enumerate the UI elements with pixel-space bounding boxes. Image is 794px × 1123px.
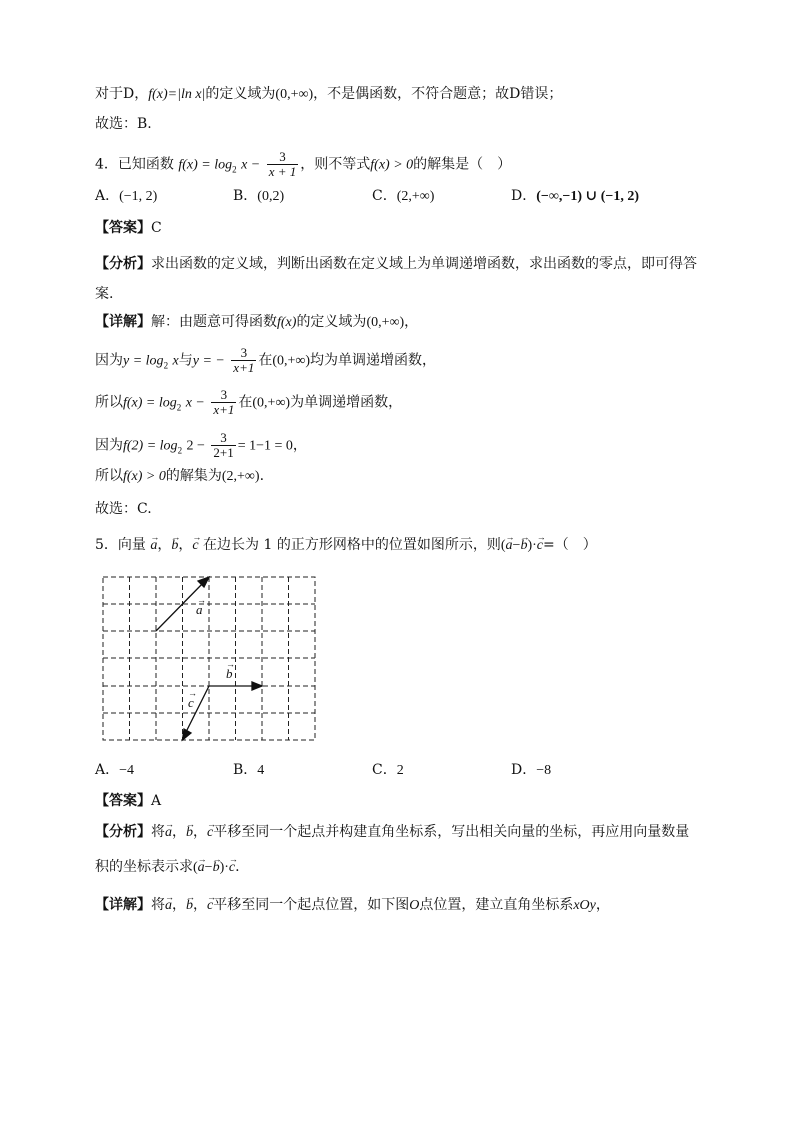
- prev-solution-choice: 故选：B.: [95, 116, 152, 132]
- q4-detail-1: 【详解】解：由题意可得函数f(x)的定义域为(0,+∞)，: [95, 314, 419, 330]
- q5-stem: 5．向量 → a，→ b，→ c 在边长为 1 的正方形网格中的位置如图所示，则(→ a−→ b)·→ c=（ ）: [95, 535, 597, 556]
- vector-c-arrowhead: [183, 729, 192, 740]
- q5-detail: 【详解】将→ a，→ b，→ c平移至同一个起点位置，如下图O点位置，建立直角坐标系xOy，: [95, 895, 610, 916]
- figure-label-b-arrow-mark: →: [226, 659, 235, 669]
- q4-option-a: A．(−1, 2): [95, 188, 158, 204]
- q4-option-c: C．(2,+∞): [372, 188, 435, 204]
- dashed-grid: [103, 577, 315, 740]
- vector-grid-figure: [100, 574, 318, 746]
- q5-option-b: B．4: [233, 762, 265, 778]
- q4-choice: 故选：C.: [95, 501, 152, 517]
- q4-detail-2: 因为$y = \log_2 x$与y = − $\frac{3}{x+1}$ 在(0,+∞)均为单调递增函数，: [95, 345, 437, 375]
- q4-answer: 【答案】C: [95, 220, 162, 236]
- q5-analysis-1: 【分析】将→ a，→ b，→ c平移至同一个起点并构建直角坐标系，写出相关向量的坐标，再应用向量数量: [95, 822, 689, 843]
- vector-b-arrowhead: [252, 682, 262, 690]
- figure-label-b: b: [226, 666, 233, 681]
- q4-detail-3-fraction: $\frac{3}{x+1}$: [213, 387, 235, 417]
- q4-analysis: 【分析】求出函数的定义域，判断出函数在定义域上为单调递增函数，求出函数的零点，即可得答案.: [95, 256, 697, 302]
- q5-analysis-2: 积的坐标表示求(→ a−→ b)·→ c.: [95, 857, 240, 878]
- q4-detail-2-fraction: $\frac{3}{x+1}$: [233, 345, 255, 375]
- figure-label-a-arrow-mark: →: [197, 595, 206, 605]
- figure-label-a: a: [196, 602, 203, 617]
- q5-answer: 【答案】A: [95, 793, 162, 809]
- q5-option-d: D．−8: [511, 762, 552, 778]
- fx-abs-ln: f(x)=|ln x|: [148, 87, 206, 102]
- q4-option-d: D．(−∞,−1) ∪ (−1, 2): [511, 188, 640, 204]
- vector-a-arrowhead: [198, 577, 209, 587]
- q4-detail-4: 因为$f(2) = \log_2 2$ − $\frac{3}{2+1}$ = 1−1 = 0，: [95, 430, 307, 460]
- prev-solution-line-d: 对于D，f(x)=|ln x|的定义域为(0,+∞)，不是偶函数，不符合题意；故D错误；: [95, 86, 563, 102]
- figure-label-c-arrow-mark: →: [188, 688, 197, 698]
- figure-label-c: c: [188, 695, 194, 710]
- q4-detail-5: 所以f(x) > 0的解集为(2,+∞).: [95, 468, 265, 484]
- q4-option-b: B．(0,2): [233, 188, 285, 204]
- q5-option-c: C．2: [372, 762, 404, 778]
- q4-fraction: $\frac{3}{x + 1}$: [268, 149, 297, 179]
- q4-stem: 4．已知函数 $f(x) = \log_2 x$ − $\frac{3}{x + 1}$ ，则不等式f(x) > 0的解集是（ ）: [95, 149, 512, 179]
- q4-detail-3: 所以$f(x) = \log_2 x$ − $\frac{3}{x+1}$ 在(0,+∞)为单调递增函数，: [95, 387, 403, 417]
- q4-detail-4-fraction: $\frac{3}{2+1}$: [213, 430, 234, 460]
- q5-option-a: A．−4: [95, 762, 135, 778]
